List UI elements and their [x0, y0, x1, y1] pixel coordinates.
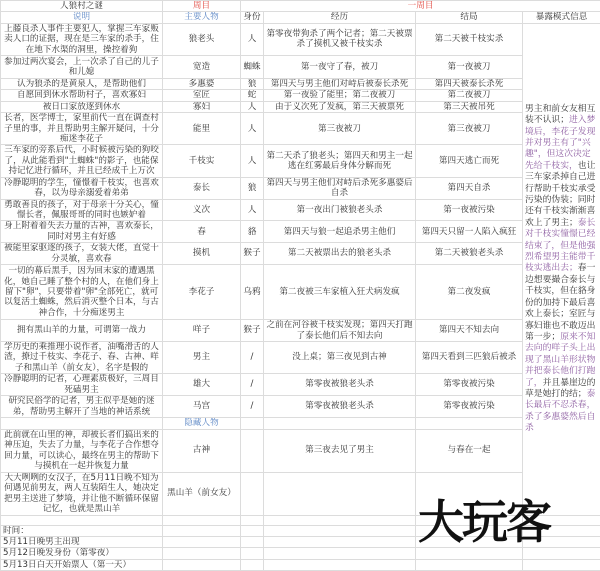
table-row [1, 320, 600, 342]
timeline-entry: 时间： [1, 525, 163, 536]
character-ending: 第二天被狼老头杀 [416, 243, 523, 265]
table-row [1, 265, 600, 320]
character-name: 马宫 [163, 396, 241, 418]
character-story: 第四天与男主他们对峙后被泰长杀死 [264, 79, 416, 90]
character-name: 泰长 [163, 177, 241, 199]
blank-cell [241, 525, 264, 536]
character-name: 李花子 [163, 265, 241, 320]
character-name: 义次 [163, 199, 241, 221]
character-story: 第零夜被狼老头杀 [264, 396, 416, 418]
character-story: 第一夜出门被狼老头杀 [264, 199, 416, 221]
character-role: 狼 [241, 79, 264, 90]
expose-segment: 男主和前女友相互装不认识； [525, 104, 595, 125]
character-role: 乌鸦 [241, 265, 264, 320]
character-ending: 第四天看到三匹狼后被杀 [416, 341, 523, 373]
character-name: 雄大 [163, 374, 241, 396]
character-name: 春 [163, 221, 241, 243]
character-description: 长者，医学博士，家里前代一直在调查村子里的事，并且帮助男主解开疑问，十分痴迷李花子 [1, 113, 163, 145]
table-row [1, 429, 600, 472]
expose-segment: 原来不知去向的咩子头上出现了黑山羊形状物并把泰长他们打跑了， [525, 332, 595, 388]
character-story: 第零夜带狗杀了两个记者；第二天被票杀了摸机又被千枝实杀 [264, 23, 416, 55]
character-role: 人 [241, 23, 264, 55]
character-name: 摸机 [163, 243, 241, 265]
table-row [1, 90, 600, 101]
character-ending: 第二夜被刀 [416, 90, 523, 101]
character-name: 多惠婆 [163, 79, 241, 90]
character-role [241, 429, 264, 472]
round-one-label: 一周目 [241, 1, 600, 12]
character-description: 参加过两次宴会，上一次杀了自己的儿子和儿媳 [1, 56, 163, 79]
character-description: 上藤良杀人事件主要犯人，掌握三车家贩卖人口的证据，现在是三车家的杀手，住在地下水渠的洞里，操控着狗 [1, 23, 163, 55]
timeline-row [1, 559, 600, 570]
column-header: 暴露模式信息 [523, 12, 600, 23]
character-role: 狼 [241, 177, 264, 199]
table-row [1, 145, 600, 177]
character-ending: 第零夜被污染 [416, 396, 523, 418]
character-story: 第一夜守了春，被刀 [264, 56, 416, 79]
table-row [1, 79, 600, 90]
expose-segment: 进入梦境后，李花子发现并对男主有了"兴趣"，但这次决定先给千枝实， [525, 115, 595, 171]
blank-cell [163, 536, 241, 547]
character-ending: 第四天逃亡而死 [416, 145, 523, 177]
character-role: 蛇 [241, 90, 264, 101]
blank-cell [241, 536, 264, 547]
timeline-entry: 5月11日晚男主出现 [1, 536, 163, 547]
character-description: 被能里家驱逐的孩子，女装大佬，直觉十分灵敏，喜欢春 [1, 243, 163, 265]
round-label: 周目 [163, 1, 241, 12]
table-row [1, 23, 600, 55]
character-ending: 第二夜发疯 [416, 265, 523, 320]
character-story: 第二天被票出去的狼老头杀 [264, 243, 416, 265]
character-ending: 与春在一起 [416, 429, 523, 472]
character-ending: 第一夜被刀 [416, 56, 523, 79]
character-name: 千枝实 [163, 145, 241, 177]
sheet-title: 人狼村之谜 [1, 1, 163, 12]
character-role: / [241, 341, 264, 373]
blank-cell [241, 515, 264, 525]
character-role: 猴子 [241, 320, 264, 342]
character-description: 冷静聪明的学生，憧憬着千枝实，也喜欢春，以为母亲溺爱着弟弟 [1, 177, 163, 199]
character-story: 第三夜被刀 [264, 113, 416, 145]
character-role: 人 [241, 145, 264, 177]
column-header: 结局 [416, 12, 523, 23]
character-role [241, 472, 264, 515]
character-role: 蜘蛛 [241, 56, 264, 79]
blank-cell [416, 418, 523, 429]
character-ending: 第四天不知去向 [416, 320, 523, 342]
character-ending: 第三夜被刀 [416, 113, 523, 145]
character-role: / [241, 396, 264, 418]
character-role: / [241, 374, 264, 396]
character-role: 猴子 [241, 243, 264, 265]
character-name: 室匠 [163, 90, 241, 101]
character-ending: 第一夜被污染 [416, 199, 523, 221]
character-description: 被日口家放逐到休水 [1, 101, 163, 112]
character-ending: 第四天只留一人陷入疯狂 [416, 221, 523, 243]
expose-segment: 并且暴崖边的草是她打的结； [525, 378, 595, 399]
blank-cell [241, 548, 264, 559]
expose-segment: 春一边想要撮合泰长与千枝实，但在貉身份的加持下最后喜欢上泰长；室匠与寡妇谁也不敢迈出第一步； [525, 263, 595, 341]
character-story: 第一夜验了能里；第二夜被刀 [264, 90, 416, 101]
character-name: 寡妇 [163, 101, 241, 112]
character-ending: 第二天被千枝实杀 [416, 23, 523, 55]
character-description: 自愿回到休水帮助村子，喜欢寡妇 [1, 90, 163, 101]
blank-cell [264, 536, 416, 547]
blank-cell [1, 515, 163, 525]
table-row [1, 56, 600, 79]
character-role: 人 [241, 113, 264, 145]
character-story [264, 472, 416, 515]
blank-cell [241, 418, 264, 429]
character-description: 勇敢善良的孩子，对于母亲十分关心，憧憬长者，佩服哥哥的同时也嫉妒着 [1, 199, 163, 221]
blank-cell [523, 559, 600, 570]
character-description: 冷静聪明的记者，心理素质极好，三周目死磕男主 [1, 374, 163, 396]
expose-segment: 泰长对千枝实憧憬已经结束了，但是他强烈希望男主能带千枝实逃出去； [525, 218, 595, 274]
character-ending: 第四天被泰长杀死 [416, 79, 523, 90]
watermark-logo: 大玩客 [418, 486, 550, 552]
table-row [1, 113, 600, 145]
character-description: 拥有黑山羊的力量，可谓第一战力 [1, 320, 163, 342]
blank-cell [163, 559, 241, 570]
blank-cell [163, 548, 241, 559]
blank-cell [163, 515, 241, 525]
table-row [1, 101, 600, 112]
blank-cell [163, 525, 241, 536]
column-header: 身份 [241, 12, 264, 23]
header-row [1, 12, 600, 23]
character-description: 认为狼杀的是黄泉人，是帮助他们 [1, 79, 163, 90]
title-row [1, 1, 600, 12]
character-description: 学历史的乘推理小说作者，油嘴滑舌的人渣，撩过千枝实、李花子、春、古神、咩子和黑山羊（前女友），名字是假的 [1, 341, 163, 373]
character-story: 由于义次死了发疯，第三天被票死 [264, 101, 416, 112]
character-role: 人 [241, 199, 264, 221]
character-role: 人 [241, 101, 264, 112]
character-description: 一切的幕后黑手，因为回末家的遭遇黑化，她自己睡了整个村的人，在他们身上留下"卵"，只要带着"卵"全部死亡，就可以复活土蜘蛛，然后消灭整个日本，与古神合作，十分痴迷男主 [1, 265, 163, 320]
blank-cell [264, 418, 416, 429]
blank-cell [264, 559, 416, 570]
character-name: 古神 [163, 429, 241, 472]
character-story: 第二夜被三车家植入狂犬病发疯 [264, 265, 416, 320]
character-story: 之前在河谷被千枝实发现；第四天打跑了泰长他们后不知去向 [264, 320, 416, 342]
blank-cell [241, 559, 264, 570]
blank-cell [1, 418, 163, 429]
column-header: 主要人物 [163, 12, 241, 23]
character-description: 大大咧咧的女汉子，在5月11日晚不知为何遇见前男友，两人互装陌生人，她决定把男主送进了梦境，并让他不断循环保留记忆，也就是黑山羊 [1, 472, 163, 515]
blank-cell [264, 548, 416, 559]
character-story: 第四天与男主他们对峙后杀死多惠婆后自杀 [264, 177, 416, 199]
blank-cell [264, 525, 416, 536]
character-name: 能里 [163, 113, 241, 145]
table-row [1, 341, 600, 373]
hidden-characters-label: 隐藏人物 [163, 418, 241, 429]
character-name: 狼老头 [163, 23, 241, 55]
table-row [1, 396, 600, 418]
character-role: 貉 [241, 221, 264, 243]
table-row [1, 199, 600, 221]
table-row [1, 221, 600, 243]
expose-segment: 也让三车家杀掉自己进行帮助千枝实承受污染的伪装；同时还有千枝实渐渐喜欢上了男主； [525, 161, 595, 228]
character-name: 黑山羊（前女友） [163, 472, 241, 515]
blank-cell [416, 559, 523, 570]
expose-info-cell [523, 23, 600, 515]
character-description: 身上附着着失去力量的古神，喜欢泰长，同时对男主有好感 [1, 221, 163, 243]
character-story: 没上桌；第三夜见到古神 [264, 341, 416, 373]
column-header: 说明 [1, 12, 163, 23]
timeline-entry: 5月13日白天开始票人（第一天） [1, 559, 163, 570]
character-description: 此前就在山里的神，却被长者们搞出来的神压迫，失去了力量，与李花子合作想夺回力量，可以读心，最终在男主的帮助下与摸机在一起并恢复力量 [1, 429, 163, 472]
character-name: 宽造 [163, 56, 241, 79]
character-ending: 第四天自杀 [416, 177, 523, 199]
character-story: 第二天杀了狼老头；第四天和男主一起逃在红雾最后身体分解而死 [264, 145, 416, 177]
character-ending: 第三天被吊死 [416, 101, 523, 112]
table-row [1, 177, 600, 199]
column-header: 经历 [264, 12, 416, 23]
character-story: 第四天与狼一起追杀男主他们 [264, 221, 416, 243]
character-story: 第三夜去见了男主 [264, 429, 416, 472]
hidden-header-row [1, 418, 600, 429]
character-name: 咩子 [163, 320, 241, 342]
table-row [1, 374, 600, 396]
expose-segment: 泰长最后不忍杀春，杀了多惠婆然后自杀 [525, 389, 595, 433]
character-description: 研究民俗学的记者，男主似乎是她的迷弟，帮助男主解开了当地的神话系统 [1, 396, 163, 418]
blank-cell [264, 515, 416, 525]
character-ending: 第零夜被污染 [416, 374, 523, 396]
timeline-entry: 5月12日晚发身份（第零夜） [1, 548, 163, 559]
character-description: 三车家的旁系后代，小时候被污染的狗咬了，从此能看到"土蜘蛛"的影子，也能保持记忆进行循环，并且已经成千上万次 [1, 145, 163, 177]
table-row [1, 243, 600, 265]
character-story: 第零夜被狼老头杀 [264, 374, 416, 396]
character-name: 男主 [163, 341, 241, 373]
